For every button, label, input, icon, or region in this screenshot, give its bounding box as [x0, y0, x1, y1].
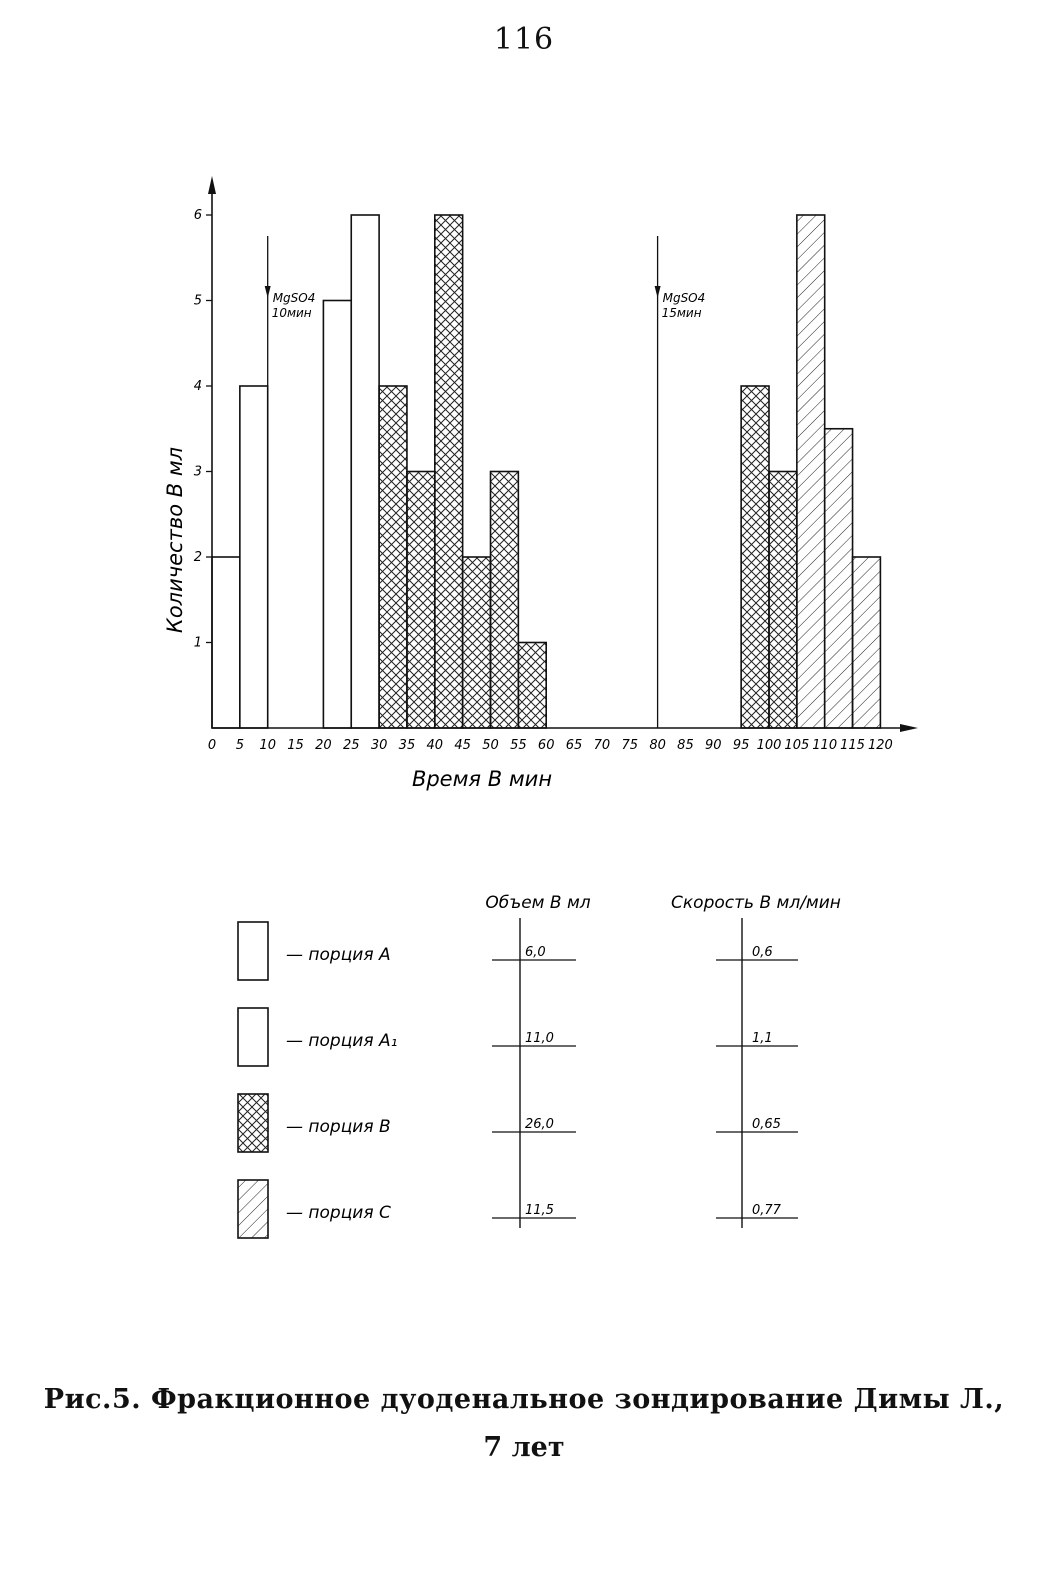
x-tick-label-8: 40: [426, 738, 444, 753]
x-tick-label-6: 30: [370, 738, 388, 753]
x-tick-label-19: 95: [732, 738, 750, 753]
x-tick-label-10: 50: [482, 738, 499, 753]
bar-3: [351, 215, 379, 728]
y-tick-label-4: 5: [193, 293, 202, 309]
y-tick-label-2: 3: [193, 464, 202, 480]
x-tick-label-11: 55: [510, 738, 527, 753]
legend-label-0: — порция А: [286, 945, 391, 965]
speed-value-3: 0,77: [752, 1203, 781, 1218]
bar-12: [797, 215, 825, 728]
annotation-arrow-0: [265, 286, 271, 298]
legend-swatch-3: [238, 1180, 268, 1238]
bar-8: [491, 472, 519, 729]
legend-table: [238, 893, 841, 1238]
x-axis-arrow: [900, 724, 918, 732]
bar-11: [769, 472, 797, 729]
x-tick-label-12: 60: [537, 738, 555, 753]
y-tick-label-3: 4: [193, 379, 202, 394]
legend-swatch-1: [238, 1008, 268, 1066]
annotation-time-1: 15мин: [661, 306, 702, 320]
x-tick-label-9: 45: [454, 738, 471, 753]
volume-value-3: 11,5: [525, 1203, 554, 1218]
legend-rows: [238, 922, 798, 1238]
figure-caption: Рис.5. Фракционное дуоденальное зондирование Димы Л.,: [43, 1384, 1005, 1415]
volume-value-2: 26,0: [525, 1117, 554, 1132]
legend-swatch-2: [238, 1094, 268, 1152]
bar-10: [741, 386, 769, 728]
volume-header: Объем В мл: [485, 893, 591, 913]
y-axis-label: Количество В мл: [163, 446, 187, 634]
x-tick-label-0: 0: [207, 738, 217, 753]
bar-1: [240, 386, 268, 728]
x-tick-label-1: 5: [235, 738, 244, 753]
x-tick-label-22: 110: [812, 738, 838, 753]
x-tick-label-23: 115: [840, 738, 865, 753]
x-tick-label-17: 85: [677, 738, 694, 753]
bar-13: [825, 429, 853, 728]
speed-header: Скорость В мл/мин: [671, 893, 841, 913]
x-tick-label-18: 90: [705, 738, 722, 753]
y-axis-arrow: [208, 176, 216, 194]
x-tick-label-24: 120: [867, 738, 893, 753]
bar-9: [518, 643, 546, 729]
x-tick-label-15: 75: [621, 738, 639, 753]
speed-value-2: 0,65: [752, 1117, 781, 1132]
bar-0: [212, 557, 240, 728]
figure-caption-age: 7 лет: [483, 1432, 565, 1463]
legend-label-3: — порция С: [286, 1203, 391, 1223]
bar-4: [379, 386, 407, 728]
bar-2: [323, 301, 351, 729]
bar-5: [407, 472, 435, 729]
x-tick-label-14: 70: [593, 738, 611, 753]
bar-chart: [163, 176, 918, 791]
legend-label-1: — порция А₁: [286, 1031, 398, 1051]
volume-value-0: 6,0: [525, 945, 546, 960]
y-tick-label-0: 1: [193, 635, 202, 651]
y-tick-label-5: 6: [193, 208, 202, 223]
bar-14: [853, 557, 881, 728]
x-tick-label-7: 35: [398, 738, 416, 753]
annotation-arrow-1: [655, 286, 661, 298]
legend-swatch-0: [238, 922, 268, 980]
x-tick-label-20: 100: [756, 738, 782, 753]
annotation-drug-0: MgSO4: [272, 291, 316, 305]
x-tick-label-4: 20: [315, 738, 332, 753]
x-tick-label-13: 65: [565, 738, 583, 753]
x-tick-label-3: 15: [287, 738, 304, 753]
x-tick-label-21: 105: [784, 738, 810, 753]
bar-7: [463, 557, 491, 728]
annotation-drug-1: MgSO4: [662, 291, 706, 305]
y-tick-label-1: 2: [193, 550, 202, 565]
legend-label-2: — порция В: [286, 1117, 391, 1137]
x-tick-label-16: 80: [649, 738, 666, 753]
volume-value-1: 11,0: [525, 1031, 554, 1046]
speed-value-0: 0,6: [752, 945, 773, 960]
x-axis-label: Время В мин: [411, 767, 553, 791]
bar-6: [435, 215, 463, 728]
speed-value-1: 1,1: [752, 1031, 773, 1046]
annotation-time-0: 10мин: [271, 306, 312, 320]
page-number: 116: [493, 22, 555, 57]
x-tick-label-2: 10: [259, 738, 276, 753]
x-tick-label-5: 25: [342, 738, 360, 753]
